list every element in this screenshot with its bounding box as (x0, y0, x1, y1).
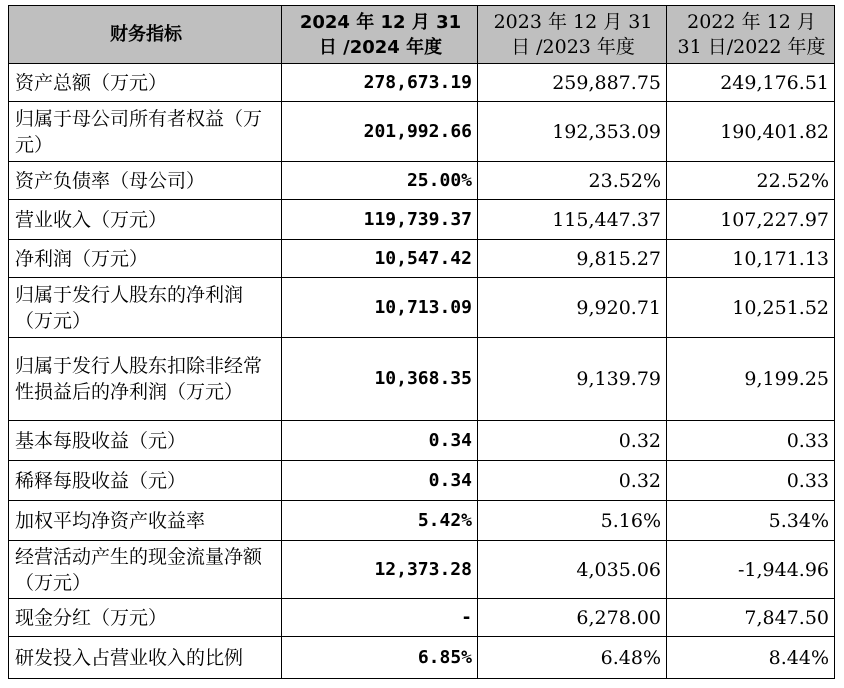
value-2023: 9,139.79 (478, 338, 667, 421)
table-body (9, 64, 835, 679)
table-row (9, 637, 835, 679)
value-2022: -1,944.96 (667, 541, 835, 599)
header-2022: 2022 年 12 月 31 日/2022 年度 (667, 6, 835, 64)
value-2023: 9,920.71 (478, 278, 667, 338)
value-2024: 10,368.35 (282, 338, 478, 421)
table-row (9, 338, 835, 421)
header-2024: 2024 年 12 月 31 日 /2024 年度 (282, 6, 478, 64)
table-row (9, 421, 835, 461)
value-2024: 25.00% (282, 162, 478, 200)
row-label: 加权平均净资产收益率 (9, 501, 282, 541)
value-2024: 10,547.42 (282, 240, 478, 278)
value-2022: 107,227.97 (667, 200, 835, 240)
value-2023: 0.32 (478, 461, 667, 501)
value-2024: 201,992.66 (282, 102, 478, 162)
table-row (9, 278, 835, 338)
value-2022: 190,401.82 (667, 102, 835, 162)
row-label: 营业收入（万元） (9, 200, 282, 240)
table-row (9, 162, 835, 200)
header-2023: 2023 年 12 月 31 日 /2023 年度 (478, 6, 667, 64)
value-2024: 278,673.19 (282, 64, 478, 102)
value-2023: 6,278.00 (478, 599, 667, 637)
value-2023: 5.16% (478, 501, 667, 541)
value-2022: 5.34% (667, 501, 835, 541)
value-2022: 10,171.13 (667, 240, 835, 278)
value-2024: 0.34 (282, 461, 478, 501)
value-2024: 10,713.09 (282, 278, 478, 338)
value-2022: 22.52% (667, 162, 835, 200)
value-2023: 6.48% (478, 637, 667, 679)
value-2024: 6.85% (282, 637, 478, 679)
value-2023: 0.32 (478, 421, 667, 461)
value-2023: 4,035.06 (478, 541, 667, 599)
value-2022: 7,847.50 (667, 599, 835, 637)
financial-indicators-table (8, 5, 835, 679)
table-row (9, 64, 835, 102)
value-2024: 0.34 (282, 421, 478, 461)
value-2022: 0.33 (667, 461, 835, 501)
value-2022: 8.44% (667, 637, 835, 679)
table-header (9, 6, 835, 64)
value-2022: 0.33 (667, 421, 835, 461)
value-2023: 23.52% (478, 162, 667, 200)
table-row (9, 240, 835, 278)
table-row (9, 200, 835, 240)
row-label: 净利润（万元） (9, 240, 282, 278)
value-2024: 5.42% (282, 501, 478, 541)
value-2024: - (282, 599, 478, 637)
value-2023: 115,447.37 (478, 200, 667, 240)
row-label: 资产总额（万元） (9, 64, 282, 102)
row-label: 资产负债率（母公司） (9, 162, 282, 200)
table-row (9, 102, 835, 162)
row-label: 现金分红（万元） (9, 599, 282, 637)
value-2022: 9,199.25 (667, 338, 835, 421)
header-indicator: 财务指标 (9, 6, 282, 64)
value-2023: 259,887.75 (478, 64, 667, 102)
value-2023: 9,815.27 (478, 240, 667, 278)
row-label: 归属于母公司所有者权益（万元） (9, 102, 282, 162)
row-label: 稀释每股收益（元） (9, 461, 282, 501)
table-row (9, 541, 835, 599)
row-label: 归属于发行人股东扣除非经常性损益后的净利润（万元） (9, 338, 282, 421)
value-2022: 249,176.51 (667, 64, 835, 102)
value-2024: 12,373.28 (282, 541, 478, 599)
table-row (9, 501, 835, 541)
table-row (9, 461, 835, 501)
value-2022: 10,251.52 (667, 278, 835, 338)
value-2023: 192,353.09 (478, 102, 667, 162)
row-label: 研发投入占营业收入的比例 (9, 637, 282, 679)
row-label: 归属于发行人股东的净利润（万元） (9, 278, 282, 338)
row-label: 基本每股收益（元） (9, 421, 282, 461)
table-row (9, 599, 835, 637)
row-label: 经营活动产生的现金流量净额（万元） (9, 541, 282, 599)
value-2024: 119,739.37 (282, 200, 478, 240)
